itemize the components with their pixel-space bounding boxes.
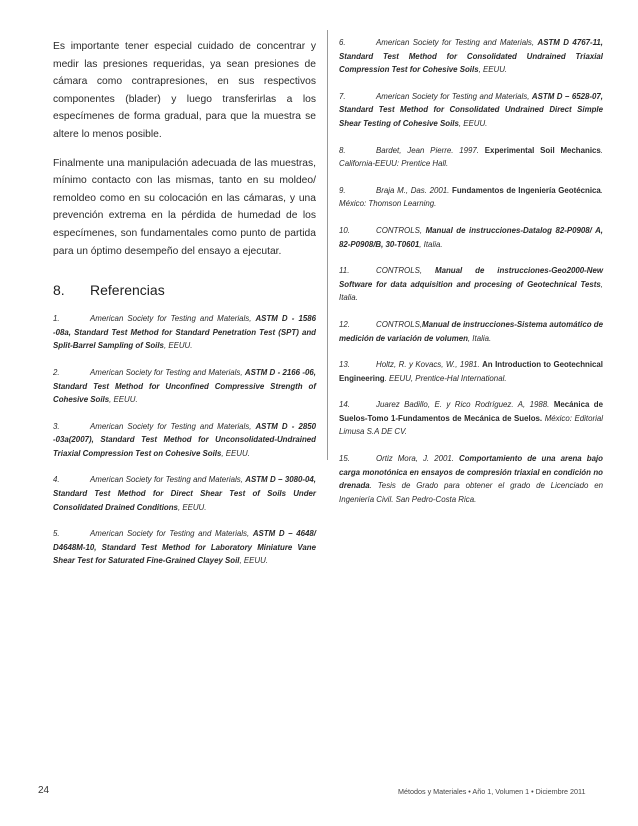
reference-authors: Ortiz Mora, J. 2001. — [376, 454, 460, 464]
reference-publisher: , EEUU. — [221, 448, 250, 458]
reference-title: Comportamiento de una arena bajo carga monotónica en ensayos de compresión triaxial en condición no drenada — [339, 454, 603, 491]
reference-number: 14. — [339, 400, 350, 410]
reference-number: 6. — [339, 38, 346, 47]
reference-item — [339, 452, 603, 506]
reference-title: An Introduction to Geotechnical Engineering — [339, 360, 603, 383]
reference-item — [339, 90, 603, 131]
reference-authors: CONTROLS, — [376, 225, 426, 235]
reference-number: 15. — [339, 454, 350, 464]
reference-title: ASTM D - 1586 -08a, Standard Test Method for Standard Penetration Test (SPT) and Split-Barrel Sampling of Soils — [53, 314, 316, 351]
reference-item — [339, 224, 603, 251]
reference-item — [339, 398, 603, 439]
reference-publisher: . California-EEUU: Prentice Hall. — [339, 145, 603, 169]
reference-item — [339, 264, 603, 305]
reference-publisher: . EEUU, Prentice-Hal International. — [384, 373, 507, 383]
reference-publisher: México: Editorial Limusa S.A DE CV. — [339, 413, 604, 437]
reference-publisher: . México: Thomson Learning. — [339, 185, 603, 209]
section-number: 8. — [53, 282, 65, 299]
reference-authors: Holtz, R. y Kovacs, W., 1981. — [376, 360, 483, 370]
reference-title: ASTM D - 2850 -03a(2007), Standard Test Method for Unconsolidated-Undrained Triaxial Compression Test on Cohesive Soils — [53, 421, 316, 458]
reference-item — [53, 312, 316, 353]
reference-item — [339, 318, 603, 345]
reference-item — [339, 358, 603, 385]
reference-publisher: , EEUU. — [478, 65, 508, 75]
reference-publisher: , Italia. — [419, 239, 443, 249]
reference-publisher: . Tesis de Grado para obtener el grado de Licenciado en Ingeniería Civil. San Pedro-Costa Rica. — [339, 481, 603, 504]
right-column — [339, 36, 603, 519]
reference-item — [339, 184, 603, 211]
reference-authors: CONTROLS, — [376, 319, 423, 329]
reference-item — [53, 473, 316, 514]
reference-number: 3. — [53, 421, 60, 431]
reference-number: 1. — [53, 314, 60, 324]
journal-footer: Métodos y Materiales • Año 1, Volumen 1 • Diciembre 2011 — [398, 787, 586, 796]
reference-title: ASTM D – 3080-04, Standard Test Method for Direct Shear Test of Soils Under Consolidated Drained Conditions — [53, 475, 316, 512]
section-title: Referencias — [90, 282, 165, 299]
page-number: 24 — [38, 785, 50, 796]
reference-number: 2. — [53, 367, 60, 377]
reference-number: 11. — [339, 266, 350, 276]
reference-item — [339, 144, 603, 171]
reference-authors: Braja M., Das. 2001. — [376, 185, 453, 195]
reference-title: ASTM D - 2166 -06, Standard Test Method for Unconfined Compressive Strength of Cohesive Soils — [53, 367, 316, 405]
reference-authors: American Society for Testing and Materials, — [90, 314, 256, 324]
reference-item — [53, 527, 316, 568]
reference-title: ASTM D – 6528-07, Standard Test Method for Consolidated Undrained Direct Simple Shear Testing of Cohesive Soils — [339, 91, 603, 128]
reference-publisher: , Italia. — [339, 279, 603, 303]
reference-title: Manual de instrucciones-Geo2000-New Software for data adquisition and procesing of Geotechnical Tests — [339, 266, 603, 289]
reference-number: 5. — [53, 529, 60, 539]
reference-publisher: , EEUU. — [239, 556, 269, 566]
reference-authors: American Society for Testing and Materials, — [90, 367, 245, 377]
body-paragraph: Es importante tener especial cuidado de concentrar y medir las presiones requeridas, ya sean presiones de cámara como contrapresiones, en sus respectivos componentes (blader) y luego transferirlas a los especímenes de forma gradual, para que la muestra se altere lo menos posible. — [53, 41, 316, 140]
reference-authors: Bardet, Jean Pierre. 1997. — [376, 145, 485, 155]
reference-authors: CONTROLS, — [376, 266, 435, 276]
reference-number: 10. — [339, 225, 350, 235]
reference-item — [53, 420, 316, 461]
reference-publisher: , EEUU. — [163, 341, 193, 351]
reference-number: 7. — [339, 91, 346, 101]
reference-number: 8. — [339, 145, 346, 155]
reference-authors: American Society for Testing and Materials, — [90, 421, 256, 431]
reference-number: 13. — [339, 360, 350, 370]
reference-title: Manual de instrucciones-Datalog 82-P0908/ A, 82-P0908/B, 30-T0601 — [339, 225, 603, 249]
section-heading — [53, 282, 316, 298]
reference-title: Fundamentos de Ingeniería Geotécnica — [452, 185, 601, 195]
reference-title: Manual de instrucciones-Sistema automático de medición de variación de volumen — [339, 319, 603, 343]
reference-item — [53, 366, 316, 407]
reference-authors: American Society for Testing and Materials, — [90, 475, 246, 485]
reference-number: 4. — [53, 475, 60, 485]
reference-publisher: , EEUU. — [109, 395, 138, 405]
reference-title: ASTM D 4767-11, Standard Test Method for Consolidated Undrained Triaxial Compression Test for Cohesive Soils — [339, 38, 603, 75]
reference-title: Experimental Soil Mechanics — [484, 145, 601, 155]
reference-authors: Juarez Badillo, E. y Rico Rodríguez. A, 1988. — [376, 400, 554, 410]
reference-title: ASTM D – 4648/ D4648M-10, Standard Test Method for Laboratory Miniature Vane Shear Test for Saturated Fine-Grained Clayey Soil — [53, 529, 316, 566]
body-paragraph: Finalmente una manipulación adecuada de las muestras, mínimo contacto con las mismas, tanto en su moldeo/ remoldeo como en su colocación en las cámaras, y una prevención extrema en la pérdida de humedad de los especímenes, son fundamentales como punto de partida para un óptimo desempeño del ensayo a ejecutar. — [53, 157, 316, 257]
reference-title: Mecánica de Suelos-Tomo 1-Fundamentos de Mecánica de Suelos. — [339, 400, 603, 423]
reference-item — [339, 36, 603, 77]
reference-publisher: , Italia. — [467, 333, 492, 343]
reference-number: 12. — [339, 319, 350, 329]
reference-number: 9. — [339, 185, 346, 195]
reference-authors: American Society for Testing and Materials, — [376, 91, 532, 101]
reference-publisher: , EEUU. — [177, 502, 207, 512]
reference-authors: American Society for Testing and Materials, — [90, 529, 253, 539]
column-divider — [327, 30, 328, 460]
reference-publisher: , EEUU. — [458, 118, 488, 128]
left-column — [53, 38, 316, 581]
reference-authors: American Society for Testing and Materials, — [376, 38, 538, 47]
